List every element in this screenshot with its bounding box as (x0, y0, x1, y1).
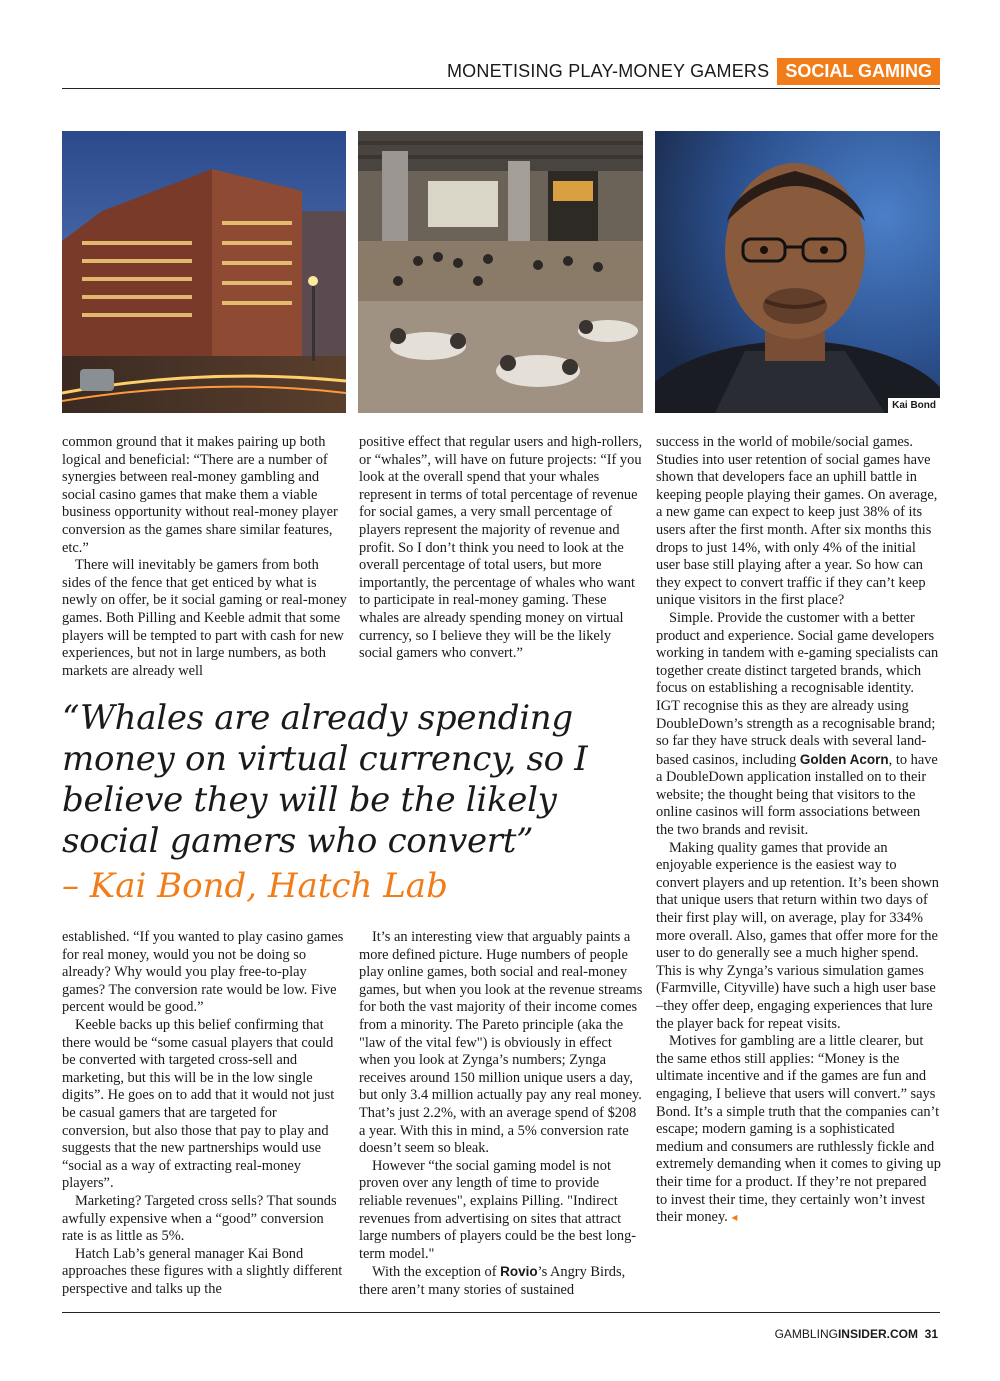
pull-quote-attribution: – Kai Bond, Hatch Lab (62, 866, 448, 906)
body-paragraph (359, 1263, 643, 1299)
body-paragraph (656, 1033, 941, 1227)
brand-name-rovio: Rovio (500, 1264, 538, 1280)
column-1-top (62, 434, 347, 680)
column-2-bottom (359, 929, 643, 1299)
section-badge: SOCIAL GAMING (777, 58, 940, 85)
column-3 (656, 434, 941, 1227)
body-paragraph: Hatch Lab’s general manager Kai Bond approaches these figures with a slightly different perspective and talks up the (62, 1245, 343, 1297)
body-paragraph (656, 610, 941, 840)
text-run: Simple. Provide the customer with a better product and experience. Social game developers working in tandem with e-gaming specialists can together create distinct targeted brands, which focus on establishing a recognisable identity. IGT recognise this as they are already using DoubleDown’s strength as a recognisable brand; so far they have struck deals with several land-based casinos, including (656, 609, 939, 768)
body-paragraph: positive effect that regular users and high-rollers, or “whales”, will have on future projects: “If you look at the overall spend that your whales represent in terms of total percentage of revenue for social games, a very small percentage of players represent the majority of revenue and profit. So I don’t think you need to look at the overall percentage of total users, but more importantly, the percentage of whales who want to participate in real-money gaming. These whales are already spending money on virtual currency, so I believe they will be the likely social gamers who convert.” (359, 434, 643, 662)
pull-quote: “Whales are already spending money on virtual currency, so I believe they will be the likely social gamers who convert” (62, 698, 588, 861)
column-2-top (359, 434, 643, 663)
brand-name-golden-acorn: Golden Acorn (799, 751, 889, 767)
body-paragraph: established. “If you wanted to play casino games for real money, would you not be doing so already? Why would you play free-to-play games? The conversion rate would be low. Five percent would be good.” (62, 929, 344, 1016)
body-paragraph: However “the social gaming model is not proven over any length of time to provide reliable revenues", explains Pilling. "Indirect revenues from advertising on sites that attract large numbers of players could be the best long-term model." (359, 1157, 637, 1262)
body-paragraph: Keeble backs up this belief confirming that there would be “some casual players that could be converted with targeted cross-sell and marketing, but this will be in the low single digits”. He goes on to add that it would not just be casual gamers that are targeted for conversion, but also those that pay to play and suggests that the new partnerships would use “social as a way of extracting real-money players”. (62, 1016, 335, 1192)
end-of-article-icon: ◂ (731, 1210, 738, 1225)
section-title: MONETISING PLAY-MONEY GAMERS (446, 61, 770, 81)
text-run: , to have a DoubleDown application installed on to their website; the thought being that visitors to the online casinos will form associations between the two brands and revisit. (656, 751, 938, 839)
body-paragraph: Marketing? Targeted cross sells? That sounds awfully expensive when a “good” conversion rate is as little as 5%. (62, 1192, 337, 1245)
page-number: 31 (924, 1327, 938, 1341)
office-atrium-photo (358, 131, 643, 413)
building-photo (62, 131, 346, 413)
body-paragraph: success in the world of mobile/social games. Studies into user retention of social games have shown that developers face an uphill battle in keeping people playing their games. On average, a new game can expect to keep just 38% of its users after the first month. After six months this drops to just 14%, with only 4% of the initial user base still playing after a year. So how can they expect to convert traffic if they can’t keep unique visitors in the first place? (656, 434, 938, 609)
kai-bond-portrait (655, 131, 940, 413)
page-footer (775, 1327, 938, 1341)
body-paragraph: common ground that it makes pairing up both logical and beneficial: “There are a number of synergies between real-money gambling and social casino games that make them a viable business opportunity without real-money player conversion as the games share similar features, etc.” (62, 434, 338, 556)
footer-rule (62, 1312, 940, 1313)
column-1-bottom (62, 929, 347, 1298)
footer-site-name-bold: INSIDER.COM (837, 1327, 918, 1341)
text-run: Motives for gambling are a little clearer, but the same ethos still applies: “Money is the ultimate incentive and if the games are fun and engaging, I believe that users will convert.” says Bond. It’s a simple truth that the companies can’t escape; modern gaming is a sophisticated medium and consumers are ruthlessly fickle and extremely demanding when it comes to giving up their time for a product. If they’re not prepared to invest their time, they certainly won’t invest their money. (656, 1033, 941, 1226)
body-paragraph: There will inevitably be gamers from both sides of the fence that get enticed by what is newly on offer, be it social gaming or real-money games. Both Pilling and Keeble admit that some players will be tempted to part with cash for new experiences, but not in large numbers, as both markets are already well (62, 557, 347, 679)
page-header (447, 58, 940, 85)
text-run: ’s Angry Birds, there aren’t many stories of sustained (359, 1264, 626, 1298)
footer-site-name: GAMBLING (774, 1327, 838, 1341)
header-rule (62, 88, 940, 89)
text-run: With the exception of (372, 1264, 501, 1281)
body-paragraph: Making quality games that provide an enjoyable experience is the easiest way to convert players and up retention. It’s been shown that unique users that return within two days of their first play will, on average, play for 334% more overall. Also, games that offer more for the user to do generally see a much higher spend. This is why Zynga’s various simulation games (Farmville, Cityville) have such a high user base –they offer deep, engaging experiences that lure the player back for repeat visits. (656, 839, 939, 1032)
body-paragraph: It’s an interesting view that arguably paints a more defined picture. Huge numbers of people play online games, both social and real-money games, but when you look at the revenue streams for both the vast majority of their income comes from a minority. The Pareto principle (aka the "law of the vital few") is obviously in effect when you look at Zynga’s numbers; Zynga receives around 150 million unique users a day, but only 3.4 million actually pay any real money. That’s just 2.2%, with an average spend of $208 a year. With this in mind, a 5% conversion rate doesn’t seem so bleak. (359, 929, 643, 1157)
photo-caption: Kai Bond (888, 398, 940, 413)
